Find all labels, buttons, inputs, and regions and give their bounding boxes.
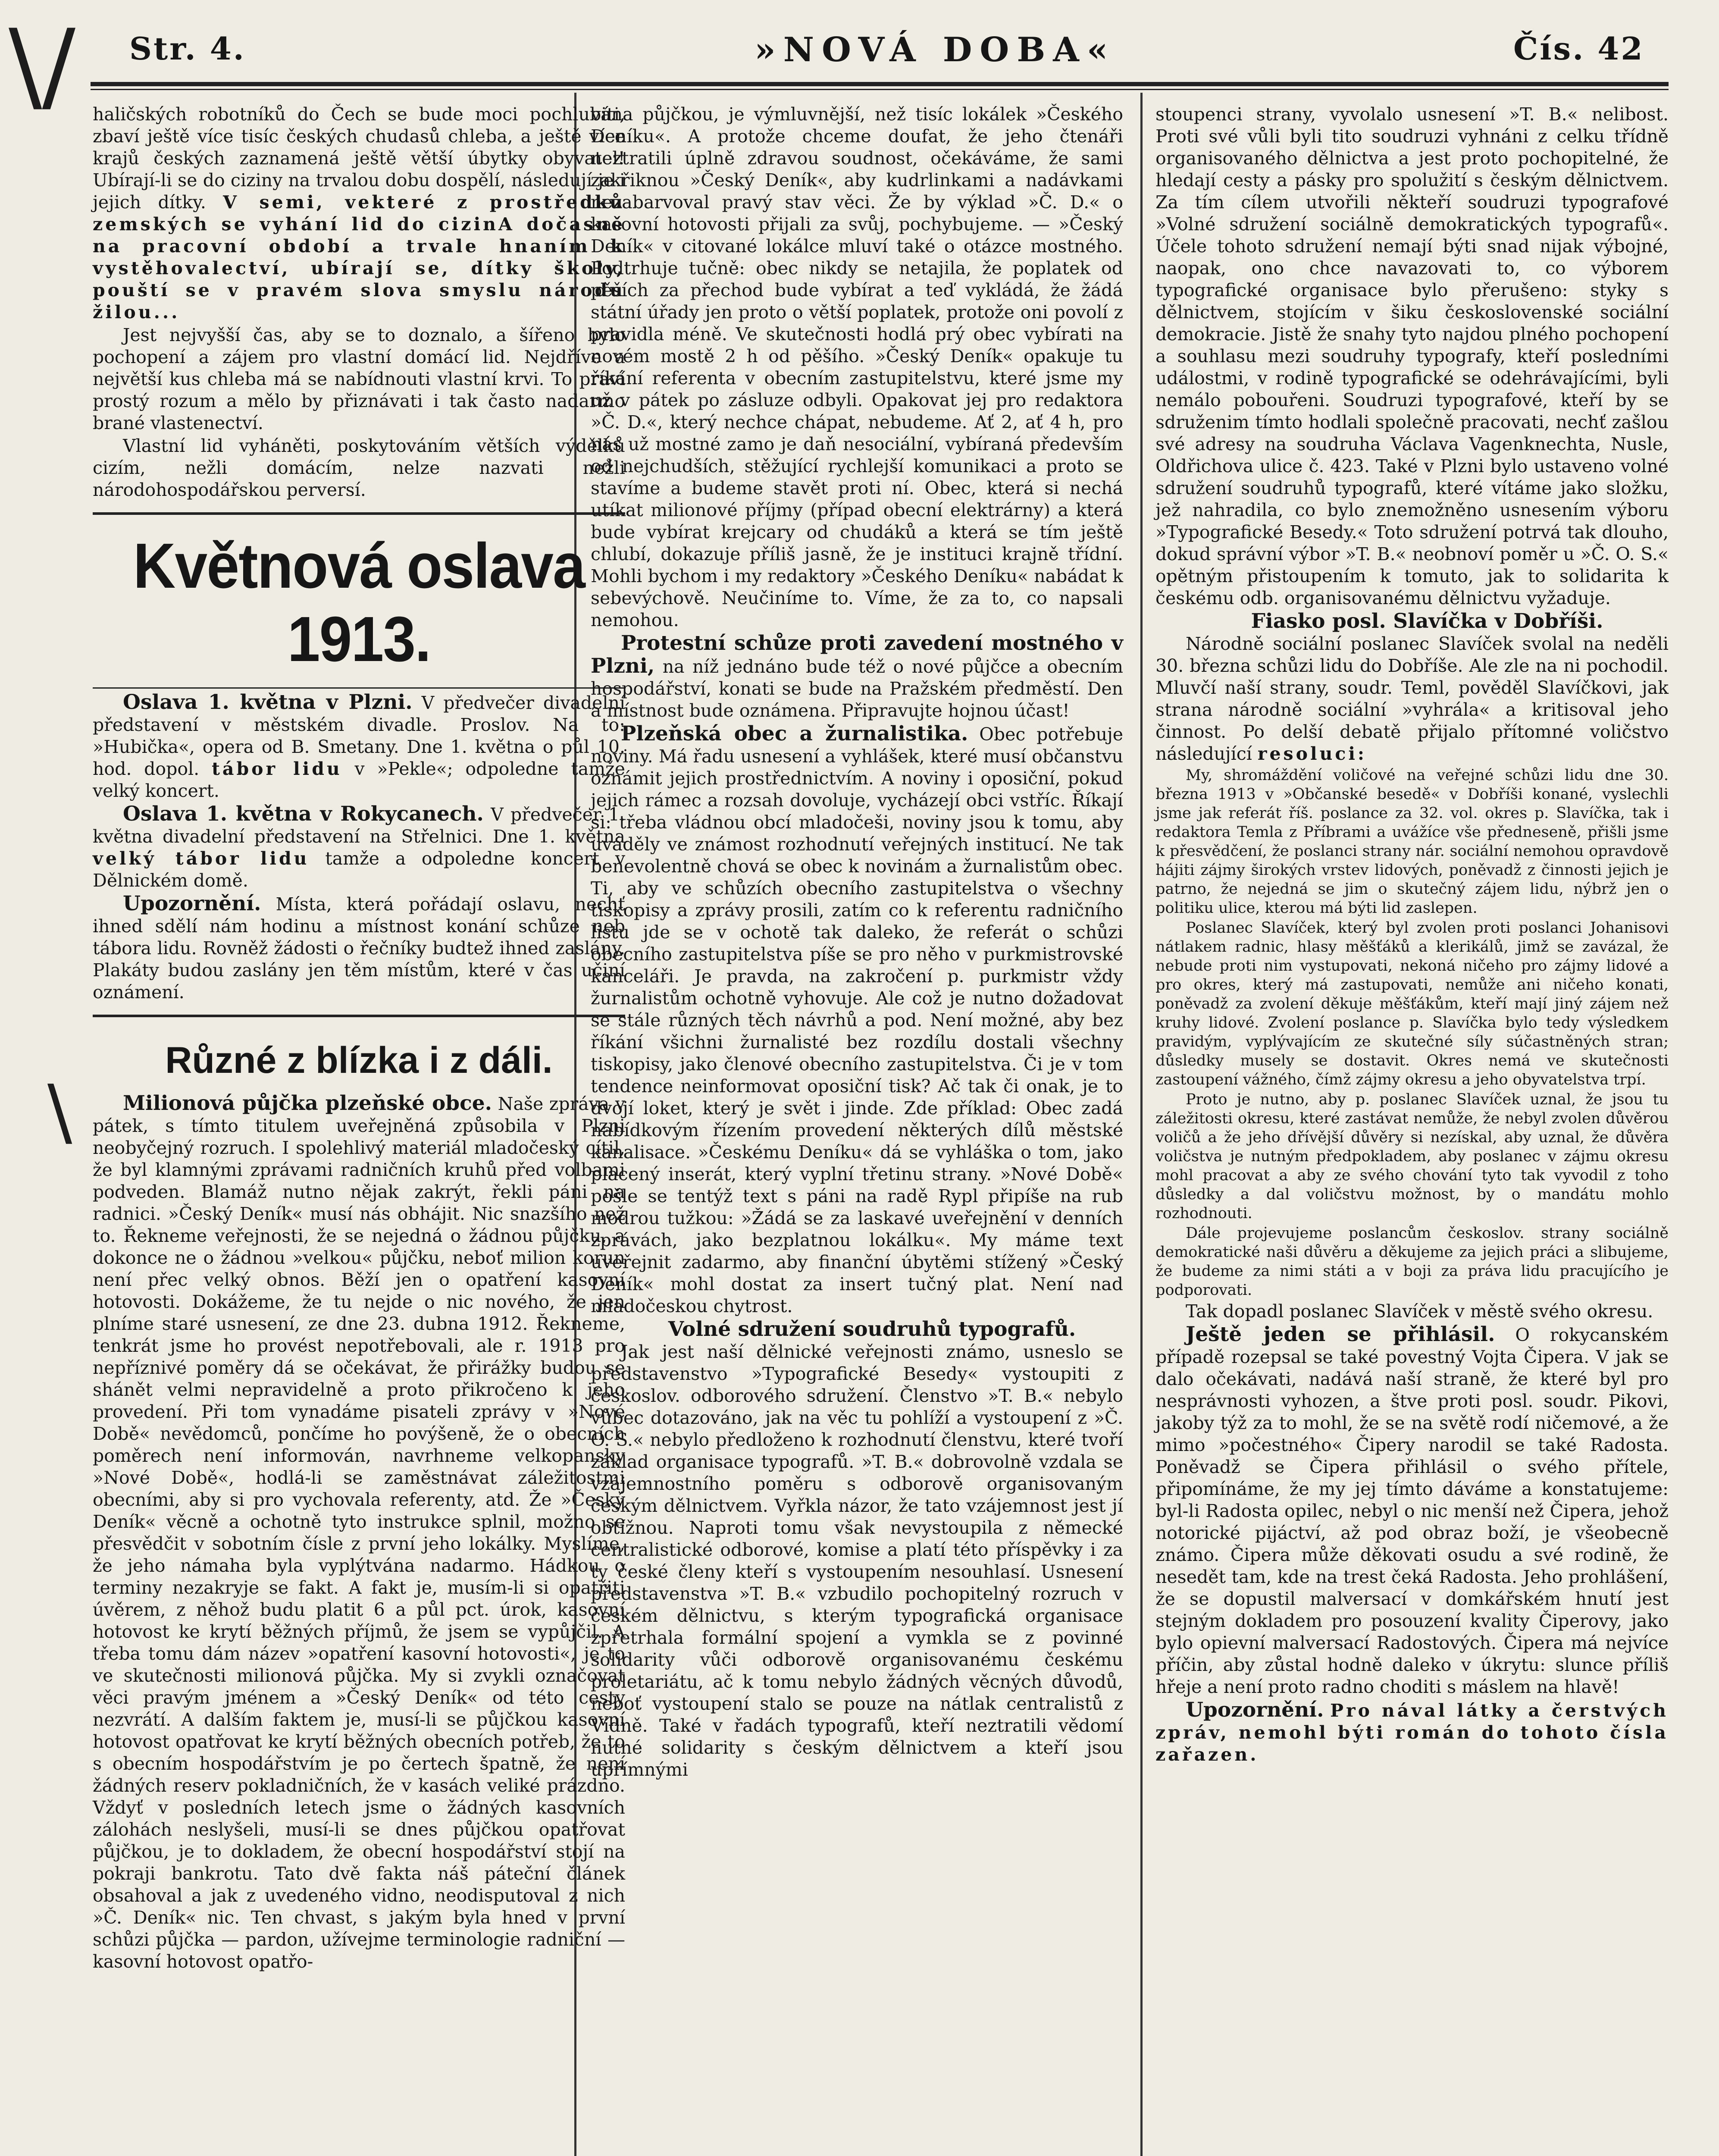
spaced-emphasis: tábor lidu (211, 758, 342, 779)
article-million-loan (93, 1092, 625, 1973)
column-1 (93, 103, 625, 1974)
column-2 (591, 103, 1123, 1782)
article-continuation: vána půjčkou, je výmluvnější, než tisíc lokálek »Českého Deníku«. A protože chceme doufat, že jeho čtenáři neztratili úplně zdravou soudnost, očekáváme, že sami zakřiknou »Český Deník«, aby kudrlinkami a nadávkami nezabarvoval pravý stav věci. Že by výklad »Č. D.« o kasovní hotovosti přijali za svůj, pochybujeme. — »Český Deník« v citované lokálce mluví také o otázce mostného. Podtrhuje tučně: obec nikdy se netajila, že poplatek od pěších za přechod bude vybírat a teď vykládá, že žádá státní úřady jen proto o větší poplatek, protože oni povolí z pravidla méně. Ve skutečnosti hodlá prý obec vybírati na novém mostě 2 h od pěšího. »Český Deník« opakuje tu říkání referenta v obecním zastupitelstvu, které jsme my už v pátek po zásluze odbyli. Opakovat jej pro redaktora »Č. D.«, který nechce chápat, nebudeme. Ať 2, ať 4 h, pro nás už mostné zamo je daň nesociální, vybíraná především od nejchudších, stěžující rychlejší komunikaci a proto se stavíme a budeme stavět proti ní. Obec, která si nechá utíkat milionové příjmy (případ obecní elektrárny) a která bude vybírat krejcary od chudáků a která se tím ještě chlubí, dokazuje příliš jasně, že je instituci krajně třídní. Mohli bychom i my redaktory »Českého Deníku« nabádat k sebevýchově. Neučiníme to. Víme, že za to, co napsali nemohou. (591, 104, 1123, 630)
article-continuation: stoupenci strany, vyvolalo usnesení »T. B.« nelibost. Proti své vůli byli tito soudruzi vyhnáni z celku třídně organisovaného dělnictva a jest proto pochopitelné, že hledají cesty a pásky pro spolužití s českým dělnictvem. Za tím cílem utvořili někteří soudruzi typografové »Volné sdružení sociálně demokratických typografů«. Účele tohoto sdružení nemají býti snad nijak výbojné, naopak, ono chce navazovati to, co výborem typografické organisace bylo přerušeno: styky s dělnictvem, stojícím v šiku československé sociální demokracie. Jistě že snahy tyto najdou plného pochopení a souhlasu mezi soudruhy typografy, kteří posledními událostmi, v rodině typografické se odehrávajícími, byli nemálo pobouřeni. Soudruzi typografové, kteří by se sdruženim tímto hodlali společně pracovati, nechť zašlou své adresy na soudruha Václava Vagenknechta, Nusle, Oldřichova ulice č. 423. Také v Plzni bylo ustaveno volné sdružení soudruhů typografů, které vítáme jako složku, jež nahradila, co bylo znemožněno usnesením výboru »Typografické Besedy.« Toto sdružení potrvá tak dlouho, dokud správní výbor »T. B.« neobnoví poměr u »Č. O. S.« opětným přistoupením k tomuto, jak to solidarita k českému odb. organisovanému dělnictvu vyžaduje. (1155, 104, 1669, 608)
resolution-text: My, shromáždění voličové na veřejné schůzi lidu dne 30. března 1913 v »Občanské besedě« v Dobříši konané, vyslechli jsme jak referát říš. poslance za 32. vol. okres p. Slavíčka, tak i redaktora Temla z Příbrami a uvážíce vše předneseně, přišli jsme k přesvědčení, že poslanci strany nár. sociální nemohou opravdově hájiti zájmy širokých vrstev lidových, poněvadž z činnosti jejich je patrno, že nejedná se jim o skutečný zájem lidu, nýbrž jen o politiku ulice, kterou má býti lid zaslepen. (1155, 767, 1669, 917)
resolution-text: Dále projevujeme poslancům českoslov. strany sociálně demokratické naši důvěru a děkujeme za jejich práci a slibujeme, že budeme za nimi státi a v boji za práva lidu pracujícího je podporovati. (1155, 1225, 1669, 1299)
spaced-emphasis: resoluci: (1257, 743, 1367, 764)
subheading: Upozornění. (123, 892, 261, 915)
subheading: Plzeňská obec a žurnalistika. (621, 722, 968, 746)
paragraph-text: tamže a odpoledne koncert v Dělnickém domě. (93, 848, 625, 891)
notice-plzen (93, 691, 625, 802)
section-rule (93, 687, 625, 689)
subheading: Protestní schůze proti zavedení mostného v Plzni, (591, 631, 1123, 678)
header-rule-thin (91, 89, 1669, 90)
paragraph-text: Národně sociální poslanec Slavíček svolal na neděli 30. března schůzi lidu do Dobříše. Ale zle na ni pochodil. Mluvčí naší strany, soudr. Teml, pověděl Slavíčkovi, jak strana národně sociální »vyhrála« a kritisoval jeho činnost. Po delší debatě přijalo přítomné voličstvo následující (1155, 633, 1669, 764)
article-press (591, 723, 1123, 1317)
paragraph-text: na níž jednáno bude též o nové půjčce a obecním hospodářství, konati se bude na Pražském předměstí. Den a místnost bude oznámena. Připravujte hojnou účast! (591, 656, 1123, 721)
resolution-text: Proto je nutno, aby p. poslanec Slavíček uznal, že jsou tu záležitosti okresu, které zastávat nemůže, že nebyl zvolen důvěrou voličů a že jeho dřívější důvěry si nezískal, aby uznal, že důvěra voličstva je nutným předpokladem, aby poslanec v zájmu okresu mohl pracovat a aby ze svého chování tyto tak vyvodil z toho důsledky a dal voličstvu možnost, by o mandátu mohlo rozhodnouti. (1155, 1091, 1669, 1222)
column-3 (1155, 103, 1669, 1767)
notice-rokycany (93, 803, 625, 892)
handwritten-mark-top: \/ (9, 9, 75, 124)
paragraph-text: haličských robotníků do Čech se bude moci pochlubiti, zbaví ještě více tisíc českých chudasů chleba, a ještě více krajů českých zaznamená ještě větší úbytky obyvatel! Ubírají-li se do ciziny na trvalou dobu dospělí, následují je i jejich dítky. (93, 104, 625, 213)
resolution-text: Poslanec Slavíček, který byl zvolen proti poslanci Johanisovi nátlakem radnic, hlasy měšťáků a klerikálů, jimž se zavázal, že nebude proti nim vystupovati, nekoná ničeho pro zájmy lidové a pro okres, který má zastupovati, nemůže ani ničeho konati, poněvadž za zvolení děkuje měšťákům, kteří mají jiný zájem než kruhy lidové. Zvolení poslance p. Slavíčka bylo tedy výsledkem pravidým, vyplývajícím ze skutečné síly súčastněných stran; důsledky musely se dostavit. Okres nemá ve skutečnosti zastoupení vážného, čímž zájmy okresu a jeho obyvatelstva trpí. (1155, 919, 1669, 1088)
final-notice (1155, 1699, 1669, 1766)
handwritten-mark-middle: \ (47, 1069, 72, 1155)
issue-number: Čís. 42 (1513, 30, 1644, 67)
column-divider (1140, 93, 1143, 2156)
paragraph-text: V předvečer 1. května divadelní představení na Střelnici. Dne 1. května (93, 804, 625, 847)
paragraph: Jest nejvyšší čas, aby se to doznalo, a šířeno bylo pochopení a zájem pro vlastní domácí lid. Nejdříve a největší kus chleba má se nabídnouti vlastní krvi. To praví prostý rozum a mělo by přiznávati i tak často nadarmo brané vlastenectví. (93, 325, 625, 433)
spaced-emphasis: velký tábor lidu (93, 848, 310, 869)
paragraph-text: V předvečer divadelní představení v městském divadle. Proslov. Na to: »Hubička«, opera od B. Smetany. Dne 1. května o půl 10. hod. dopol. (93, 693, 625, 779)
subheading: Oslava 1. května v Plzni. (123, 690, 413, 714)
paragraph-text: Místa, která pořádají oslavu, nechť ihned sdělí nám hodinu a místnost konání schůze neb tábora lidu. Rovněž žádosti o řečníky budtež ihned zaslány. Plakáty budou zaslány jen těm místům, které v čas učiní oznámení. (93, 894, 625, 1003)
subheading: Upozornění. (1186, 1698, 1324, 1722)
page-number: Str. 4. (129, 30, 246, 67)
paragraph-text: O rokycanském případě rozepsal se také povestný Vojta Čipera. V jak se dalo očekávati, nadává naší straně, že které byl pro nesprávnosti vyhozen, a štve proti posl. soudr. Pikovi, jakoby týž za to mohl, že se na světě rodí ničemové, a že mimo »počestného« Čipery narodil se také Radosta. Poněvadž se Čipera přihlásil o svého přítele, připomínáme, že my jej tímto dáváme a konstatujeme: byl-li Radosta opilec, nebyl o nic menší než Čipera, jehož notorické pijáctví, až pod obraz boží, je všeobecně známo. Čipera může děkovati osudu a své rodině, že nesedět tam, kde na trest čeká Radosta. Jeho prohlášení, že se dopustil malversací v domkářském hnutí jest stejným dokladem pro posouzení kvality Čiperovy, jako bylo opievní malversací Radostových. Čipera má nejvíce příčin, aby zůstal hodně daleko v úkrytu: slunce příliš hřeje a není proto radno choditi s máslem na hlavě! (1155, 1325, 1669, 1697)
section-rule (93, 512, 625, 515)
section-title-may-celebration: Květnová oslava 1913. (133, 530, 585, 675)
article-typographers: Jak jest naší dělnické veřejnosti známo, usneslo se představenstvo »Typografické Besedy« vystoupiti z českoslov. odborového sdružení. Členstvo »T. B.« nebylo vůbec dotazováno, jak na věc tu pohlíží a vystoupení z »Č. O. S.« nebylo předloženo k rozhodnutí členstvu, které tvoří základ organisace typografů. »T. B.« dobrovolně vzdala se vzájemnostního poměru s odborově organisovaným českým dělnictvem. Vyřkla názor, že tato vzájemnost jest jí obtížnou. Naproti tomu však nevystoupila z německé centralistické odborové, komise a platí této příspěvky i za ty české členy kteří s vystoupením nesouhlasí. Usnesení představenstva »T. B.« vzbudilo pochopitelný rozruch v českém dělnictvu, s kterým typografická organisace zpřetrhala formální spojení a vymkla se z povinné solidarity vůči odborově organisovanému českému proletariátu, ač k tomu nebylo žádných věcných důvodů, neboť vystoupení stalo se pouze na nátlak centralistů z Vídně. Také v řadách typografů, kteří neztratili vědomí nutné solidarity s českým dělnictvem a kteří jsou upřímnými (591, 1341, 1123, 1780)
paragraph: Tak dopadl poslanec Slavíček v městě svého okresu. (1186, 1301, 1653, 1322)
article-fiasco (1155, 633, 1669, 765)
spaced-emphasis: Pro nával látky a čerstvých zpráv, nemohl býti román do tohoto čísla zařazen. (1155, 1700, 1669, 1765)
section-rule (93, 1015, 625, 1017)
subheading-fiasco: Fiasko posl. Slavíčka v Dobříši. (1251, 609, 1603, 633)
subheading: Ještě jeden se přihlásil. (1186, 1322, 1495, 1346)
header-rule (91, 82, 1669, 86)
section-title-various: Různé z blízka i z dáli. (165, 1040, 553, 1081)
notice-attention (93, 893, 625, 1003)
paragraph-text: Naše zpráva v pátek, s tímto titulem uveřejněná způsobila v Plzni neobyčejný rozruch. I spolehlivý materiál mladočeský cítil, že byl klamnými zprávami radničních kruhů před volbami podveden. Blamáž nutno nějak zakrýt, řekli páni na radnici. »Český Deník« musí nás obhájit. Nic snazšího než to. Řekneme veřejnosti, že se nejedná o žádnou půjčku, a dokonce ne o žádnou »velkou« půjčku, neboť milion korun není přec velký obnos. Běží jen o opatření kasovní hotovosti. Dokážeme, že tu nejde o nic nového, že jen plníme staré usnesení, ze dne 23. dubna 1912. Řekneme, tenkrát jsme ho provést nepotřebovali, ale r. 1913 pro nepříznivé poměry dá se očekávat, že přirážky budou se shánět velmi nepravidelně a proto přikročeno k jeho provedení. Při tom vynadáme pisateli zprávy v »Nové Době« nevědomců, pončíme ho povýšeně, že o obecních poměrech není informován, navrhneme velkopansky »Nové Době«, hodlá-li se zaměstnávat záležitostmi obecními, aby si pro vychovala referenty, atd. Že »Český Deník« věcně a ochotně tyto instrukce splnil, možno se přesvědčit v sobotním čísle z první jeho lokálky. Myslíme, že jeho námaha byla vyplýtvána nadarmo. Hádkou o terminy nezakryje se fakt. A fakt je, musím-li si opatřiti úvěrem, z něhož budu platit 6 a půl pct. úrok, kasovní hotovost ke krytí běžných příjmů, že jsem se vypůjčil. A třeba tomu dám název »opatření kasovní hotovosti«, je to ve skutečnosti milionová půjčka. My si zvykli označovat věci pravým jménem a »Český Deník« od této cesty nezvrátí. A dalším faktem je, musí-li se půjčkou kasovní hotovost opatřovat ke krytí běžných obecních potřeb, že to s obecním hospodářstvím je po čertech špatně, že není žádných reserv pokladničních, že v kasách veliké prázdno. Vždyť v posledních letech jsme o žádných kasovních zálohách neslyšeli, musí-li se dnes půjčkou opatřovat půjčkou, je to dokladem, že obecní hospodářství stojí na pokraji bankrotu. Tato dvě fakta náš páteční článek obsahoval a jak z uvedeného vidno, neodisputoval z nich »Č. Deník« nic. Ten chvast, s jakým byla hned v první schůzi půjčka — pardon, užívejme terminologie radniční — kasovní hotovost opatřo- (93, 1094, 625, 1972)
paper-name: »NOVÁ DOBA« (755, 30, 1116, 69)
article-continuation (93, 103, 625, 323)
paragraph: Vlastní lid vyháněti, poskytováním větších výdělků cizím, nežli domácím, nelze nazvati nežli národohospodářskou perversí. (93, 436, 625, 500)
subheading-typographers: Volné sdružení soudruhů typografů. (668, 1317, 1076, 1341)
subheading: Oslava 1. května v Rokycanech. (123, 802, 484, 826)
paragraph-text: Obec potřebuje noviny. Má řadu usnesení a vyhlášek, které musí občanstvu oznámit jejich prostřednictvím. A noviny i oposiční, pokud jejich rámec a rozsah dovoluje, vycházejí obci vstříc. Říkají si: třeba vládnou obcí mladočeši, noviny jsou k tomu, aby uváděly ve známost rozhodnutí veřejných institucí. Ne tak benevolentně chová se obec k novinám a žurnalistům obec. Ti, aby ve schůzích obecního zastupitelstva o všechny tiskopisy a zprávy prosili, zatím co k referentu radničního listu jde se v ochotě tak daleko, že referát o schůzi obecního zastupitelstva píše se pro něho v purkmistrovské kanceláři. Je pravda, na zakročení p. purkmistr vždy žurnalistům ochotně vyhovuje. Ale což je nutno dožadovat se stále různých těch návrhů a pod. Není možné, aby bez říkání všichni žurnalisté bez rozdílu dostali všechny tiskopisy, jako členové obecního zastupitelstva. Či je v tom tendence neinformovat oposiční tisk? Ač tak či onak, je to dvojí loket, který je svět i jinde. Zde příklad: Obec zadá nabídkovým řízením provedení některých dílů městské kanalisace. »Českému Deníku« dá se vyhláška o tom, jako placený inserát, který vyplní třetinu strany. »Nové Době« pošle se tentýž text s páni na radě Rypl připíše na rub modrou tužkou: »Žádá se za laskavé uveřejnění v denních zprávách, jako bezplatnou lokálku«. My máme text uveřejnit zadarmo, aby finanční úbytěmi stížený »Český Deník« mohl dostat za insert tučný plat. Není nad mladočeskou chytrost. (591, 724, 1124, 1316)
subheading: Milionová půjčka plzeňské obce. (123, 1091, 492, 1115)
paragraph-text: v »Pekle«; odpoledne tamže velký koncert. (93, 758, 625, 801)
article-cipera (1155, 1323, 1669, 1698)
spaced-emphasis: V semi, vekteré z prostředků zemských se vyhání lid do cizinA dočasně na pracovní období a trvale hnaním k vystěhovalectví, ubírají se, dítky školy, pouští se v pravém slova smyslu národu žilou... (93, 192, 625, 323)
article-protest-meeting (591, 632, 1123, 722)
